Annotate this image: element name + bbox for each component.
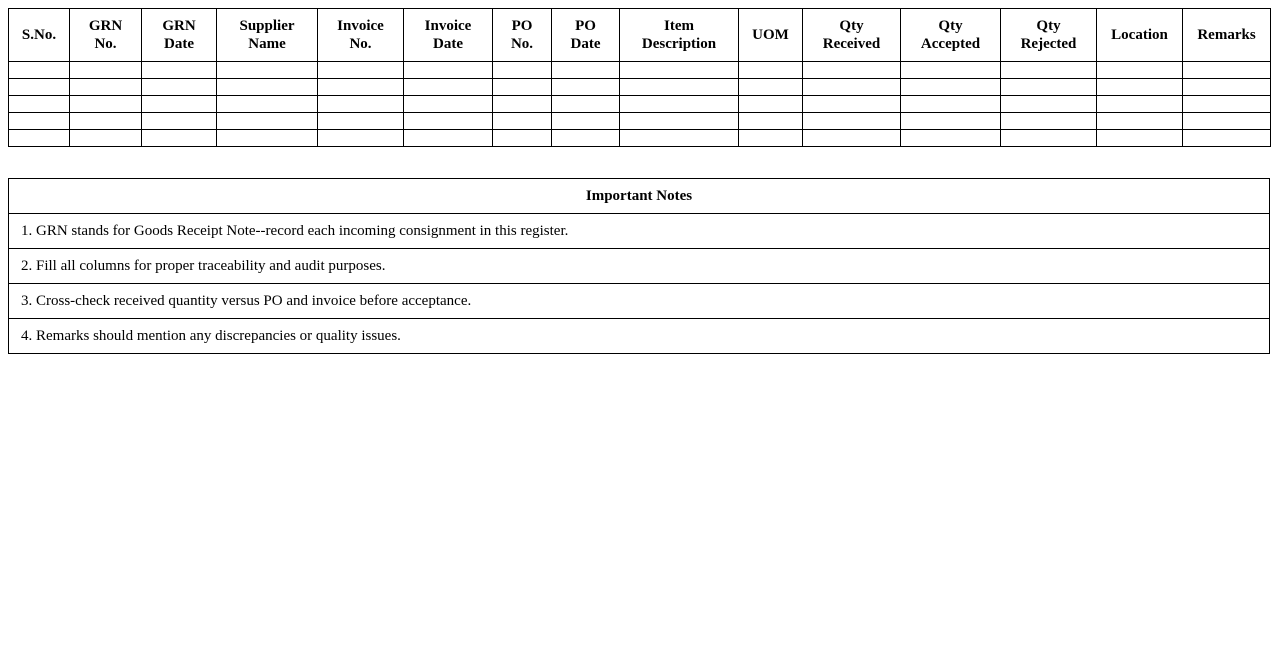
table-cell[interactable]	[552, 113, 620, 130]
table-cell[interactable]	[404, 62, 493, 79]
header-line1: PO	[511, 18, 533, 34]
table-cell[interactable]	[9, 62, 70, 79]
important-notes-table	[8, 178, 1270, 354]
table-cell[interactable]	[620, 113, 739, 130]
table-cell[interactable]	[901, 130, 1001, 147]
column-header-remarks	[1183, 9, 1271, 62]
table-cell[interactable]	[70, 62, 142, 79]
table-cell[interactable]	[404, 113, 493, 130]
table-cell[interactable]	[1001, 96, 1097, 113]
table-row	[9, 62, 1271, 79]
table-cell[interactable]	[70, 79, 142, 96]
table-cell[interactable]	[1097, 113, 1183, 130]
note-item: 4. Remarks should mention any discrepancies or quality issues.	[9, 319, 1270, 354]
column-header-location	[1097, 9, 1183, 62]
table-row	[9, 113, 1271, 130]
column-header-qty-rejected	[1001, 9, 1097, 62]
notes-title: Important Notes	[9, 179, 1270, 214]
table-cell[interactable]	[803, 62, 901, 79]
header-line2: Description	[641, 36, 717, 52]
table-cell[interactable]	[493, 113, 552, 130]
header-line1: Invoice	[424, 18, 472, 34]
table-cell[interactable]	[70, 113, 142, 130]
header-line1: UOM	[752, 27, 789, 43]
table-cell[interactable]	[493, 62, 552, 79]
table-cell[interactable]	[803, 96, 901, 113]
table-cell[interactable]	[493, 96, 552, 113]
table-cell[interactable]	[404, 130, 493, 147]
note-item: 3. Cross-check received quantity versus PO and invoice before acceptance.	[9, 284, 1270, 319]
note-item: 1. GRN stands for Goods Receipt Note--record each incoming consignment in this register.	[9, 214, 1270, 249]
table-cell[interactable]	[1097, 96, 1183, 113]
table-cell[interactable]	[620, 79, 739, 96]
table-cell[interactable]	[803, 113, 901, 130]
column-header-qty-received	[803, 9, 901, 62]
table-cell[interactable]	[552, 130, 620, 147]
table-cell[interactable]	[1001, 130, 1097, 147]
table-cell[interactable]	[142, 62, 217, 79]
column-header-invoice-date	[404, 9, 493, 62]
column-header-grn-date	[142, 9, 217, 62]
header-line1: Item	[664, 18, 694, 34]
header-line2: Date	[164, 36, 194, 52]
table-cell[interactable]	[1001, 113, 1097, 130]
table-cell[interactable]	[318, 96, 404, 113]
notes-header-row	[9, 179, 1270, 214]
header-line2: Accepted	[920, 36, 981, 52]
table-cell[interactable]	[493, 130, 552, 147]
header-line1: GRN	[88, 18, 123, 34]
table-header-row	[9, 9, 1271, 62]
table-cell[interactable]	[1183, 113, 1271, 130]
header-line1: Invoice	[337, 18, 384, 34]
table-cell[interactable]	[217, 96, 318, 113]
header-line2: No.	[349, 36, 372, 52]
table-cell[interactable]	[1183, 62, 1271, 79]
table-cell[interactable]	[70, 96, 142, 113]
table-cell[interactable]	[217, 130, 318, 147]
table-cell[interactable]	[803, 130, 901, 147]
table-cell[interactable]	[552, 96, 620, 113]
table-cell[interactable]	[318, 130, 404, 147]
table-cell[interactable]	[1183, 130, 1271, 147]
column-header-s-no	[9, 9, 70, 62]
table-cell[interactable]	[1097, 130, 1183, 147]
table-cell[interactable]	[217, 79, 318, 96]
table-cell[interactable]	[1001, 62, 1097, 79]
table-cell[interactable]	[739, 62, 803, 79]
table-cell[interactable]	[142, 96, 217, 113]
note-row	[9, 249, 1270, 284]
header-line2: Name	[248, 36, 286, 52]
table-cell[interactable]	[142, 130, 217, 147]
note-row	[9, 319, 1270, 354]
header-line2: No.	[510, 36, 534, 52]
table-cell[interactable]	[620, 96, 739, 113]
header-line1: Supplier	[239, 18, 295, 34]
table-cell[interactable]	[739, 79, 803, 96]
table-row	[9, 96, 1271, 113]
column-header-supplier-name	[217, 9, 318, 62]
header-line1: Qty	[839, 18, 864, 34]
header-line2: No.	[94, 36, 117, 52]
table-cell[interactable]	[803, 79, 901, 96]
column-header-invoice-no	[318, 9, 404, 62]
table-cell[interactable]	[552, 62, 620, 79]
table-cell[interactable]	[9, 79, 70, 96]
header-line2: Date	[570, 36, 601, 52]
column-header-uom	[739, 9, 803, 62]
table-cell[interactable]	[142, 113, 217, 130]
column-header-po-no	[493, 9, 552, 62]
table-cell[interactable]	[493, 79, 552, 96]
header-line2: Received	[822, 36, 881, 52]
table-cell[interactable]	[9, 113, 70, 130]
table-cell[interactable]	[142, 79, 217, 96]
column-header-grn-no	[70, 9, 142, 62]
table-cell[interactable]	[901, 79, 1001, 96]
table-cell[interactable]	[217, 113, 318, 130]
table-cell[interactable]	[739, 96, 803, 113]
table-cell[interactable]	[620, 130, 739, 147]
table-cell[interactable]	[9, 96, 70, 113]
table-row	[9, 79, 1271, 96]
header-line1: GRN	[162, 18, 196, 34]
table-cell[interactable]	[1001, 79, 1097, 96]
note-row	[9, 214, 1270, 249]
table-cell[interactable]	[901, 62, 1001, 79]
table-cell[interactable]	[620, 62, 739, 79]
table-cell[interactable]	[404, 96, 493, 113]
table-cell[interactable]	[217, 62, 318, 79]
note-item: 2. Fill all columns for proper traceability and audit purposes.	[9, 249, 1270, 284]
header-line1: Remarks	[1197, 27, 1256, 43]
table-cell[interactable]	[70, 130, 142, 147]
header-line1: Qty	[938, 18, 963, 34]
grn-register-table	[8, 8, 1271, 147]
header-line2: Rejected	[1020, 36, 1077, 52]
table-body	[9, 62, 1271, 147]
table-cell[interactable]	[552, 79, 620, 96]
table-cell[interactable]	[1097, 62, 1183, 79]
header-line1: Qty	[1036, 18, 1061, 34]
table-cell[interactable]	[901, 96, 1001, 113]
header-line2: Date	[433, 36, 463, 52]
table-cell[interactable]	[1183, 96, 1271, 113]
table-cell[interactable]	[9, 130, 70, 147]
table-cell[interactable]	[404, 79, 493, 96]
table-cell[interactable]	[318, 62, 404, 79]
column-header-item-description	[620, 9, 739, 62]
header-line1: S.No.	[21, 27, 57, 43]
table-cell[interactable]	[739, 130, 803, 147]
column-header-po-date	[552, 9, 620, 62]
table-cell[interactable]	[318, 113, 404, 130]
header-line1: PO	[575, 18, 596, 34]
table-cell[interactable]	[1097, 79, 1183, 96]
table-cell[interactable]	[739, 113, 803, 130]
header-line1: Location	[1111, 27, 1168, 43]
table-cell[interactable]	[318, 79, 404, 96]
table-cell[interactable]	[901, 113, 1001, 130]
note-row	[9, 284, 1270, 319]
column-header-qty-accepted	[901, 9, 1001, 62]
table-row	[9, 130, 1271, 147]
table-cell[interactable]	[1183, 79, 1271, 96]
